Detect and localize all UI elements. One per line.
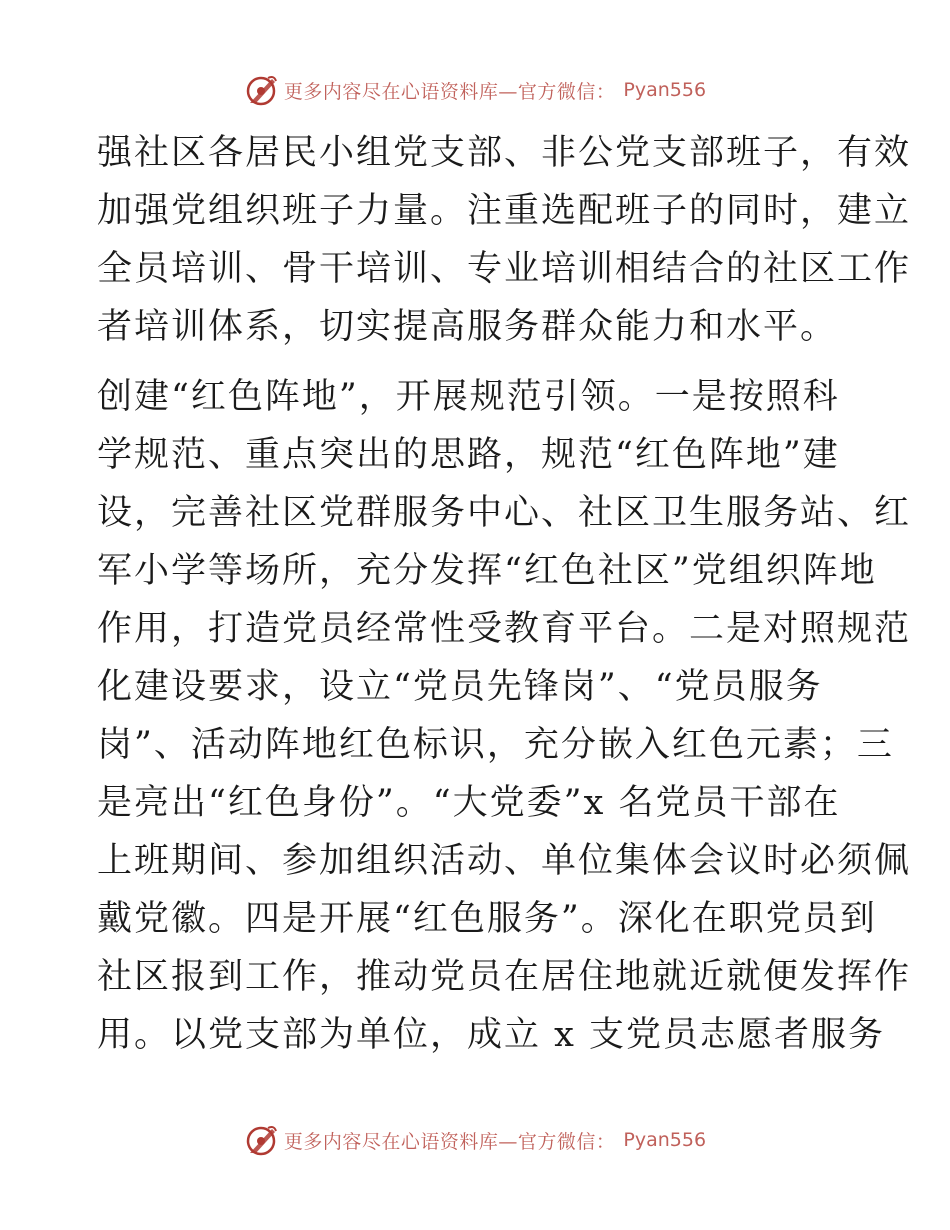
document-body <box>97 124 912 1064</box>
quill-logo-icon <box>244 73 278 107</box>
paragraph <box>97 368 912 1064</box>
text-line: 全员培训、骨干培训、专业培训相结合的社区工作 <box>97 249 912 289</box>
text-line: 作用，打造党员经常性受教育平台。二是对照规范 <box>97 609 912 649</box>
text-line: 设，完善社区党群服务中心、社区卫生服务站、红 <box>97 493 912 533</box>
text-line: 军小学等场所，充分发挥“红色社区”党组织阵地 <box>97 551 877 591</box>
text-line: 戴党徽。四是开展“红色服务”。深化在职党员到 <box>97 899 877 939</box>
text-line: 岗”、活动阵地红色标识，充分嵌入红色元素；三 <box>97 725 894 765</box>
footer-watermark <box>0 1120 950 1160</box>
text-line: 化建设要求，设立“党员先锋岗”、“党员服务 <box>97 667 823 707</box>
paragraph-spacer <box>97 356 857 368</box>
watermark-wechat-id: Pyan556 <box>623 1129 707 1151</box>
header-watermark <box>0 70 950 110</box>
text-line: 创建“红色阵地”，开展规范引领。一是按照科 <box>97 377 840 417</box>
watermark-text: 更多内容尽在心语资料库—官方微信： <box>283 1130 616 1153</box>
watermark-text: 更多内容尽在心语资料库—官方微信： <box>283 80 616 103</box>
text-line: 者培训体系，切实提高服务群众能力和水平。 <box>97 307 838 347</box>
text-line: 上班期间、参加组织活动、单位集体会议时必须佩 <box>97 841 912 881</box>
text-line: 学规范、重点突出的思路，规范“红色阵地”建 <box>97 435 840 475</box>
text-line: 社区报到工作，推动党员在居住地就近就便发挥作 <box>97 957 912 997</box>
watermark-wechat-id: Pyan556 <box>623 79 707 101</box>
text-line: 加强党组织班子力量。注重选配班子的同时，建立 <box>97 191 912 231</box>
text-line: 用。以党支部为单位，成立 x 支党员志愿者服务 <box>97 1015 885 1055</box>
text-line: 是亮出“红色身份”。“大党委”x 名党员干部在 <box>97 783 841 823</box>
paragraph <box>97 124 912 356</box>
quill-logo-icon <box>244 1123 278 1157</box>
text-line: 强社区各居民小组党支部、非公党支部班子，有效 <box>97 133 912 173</box>
